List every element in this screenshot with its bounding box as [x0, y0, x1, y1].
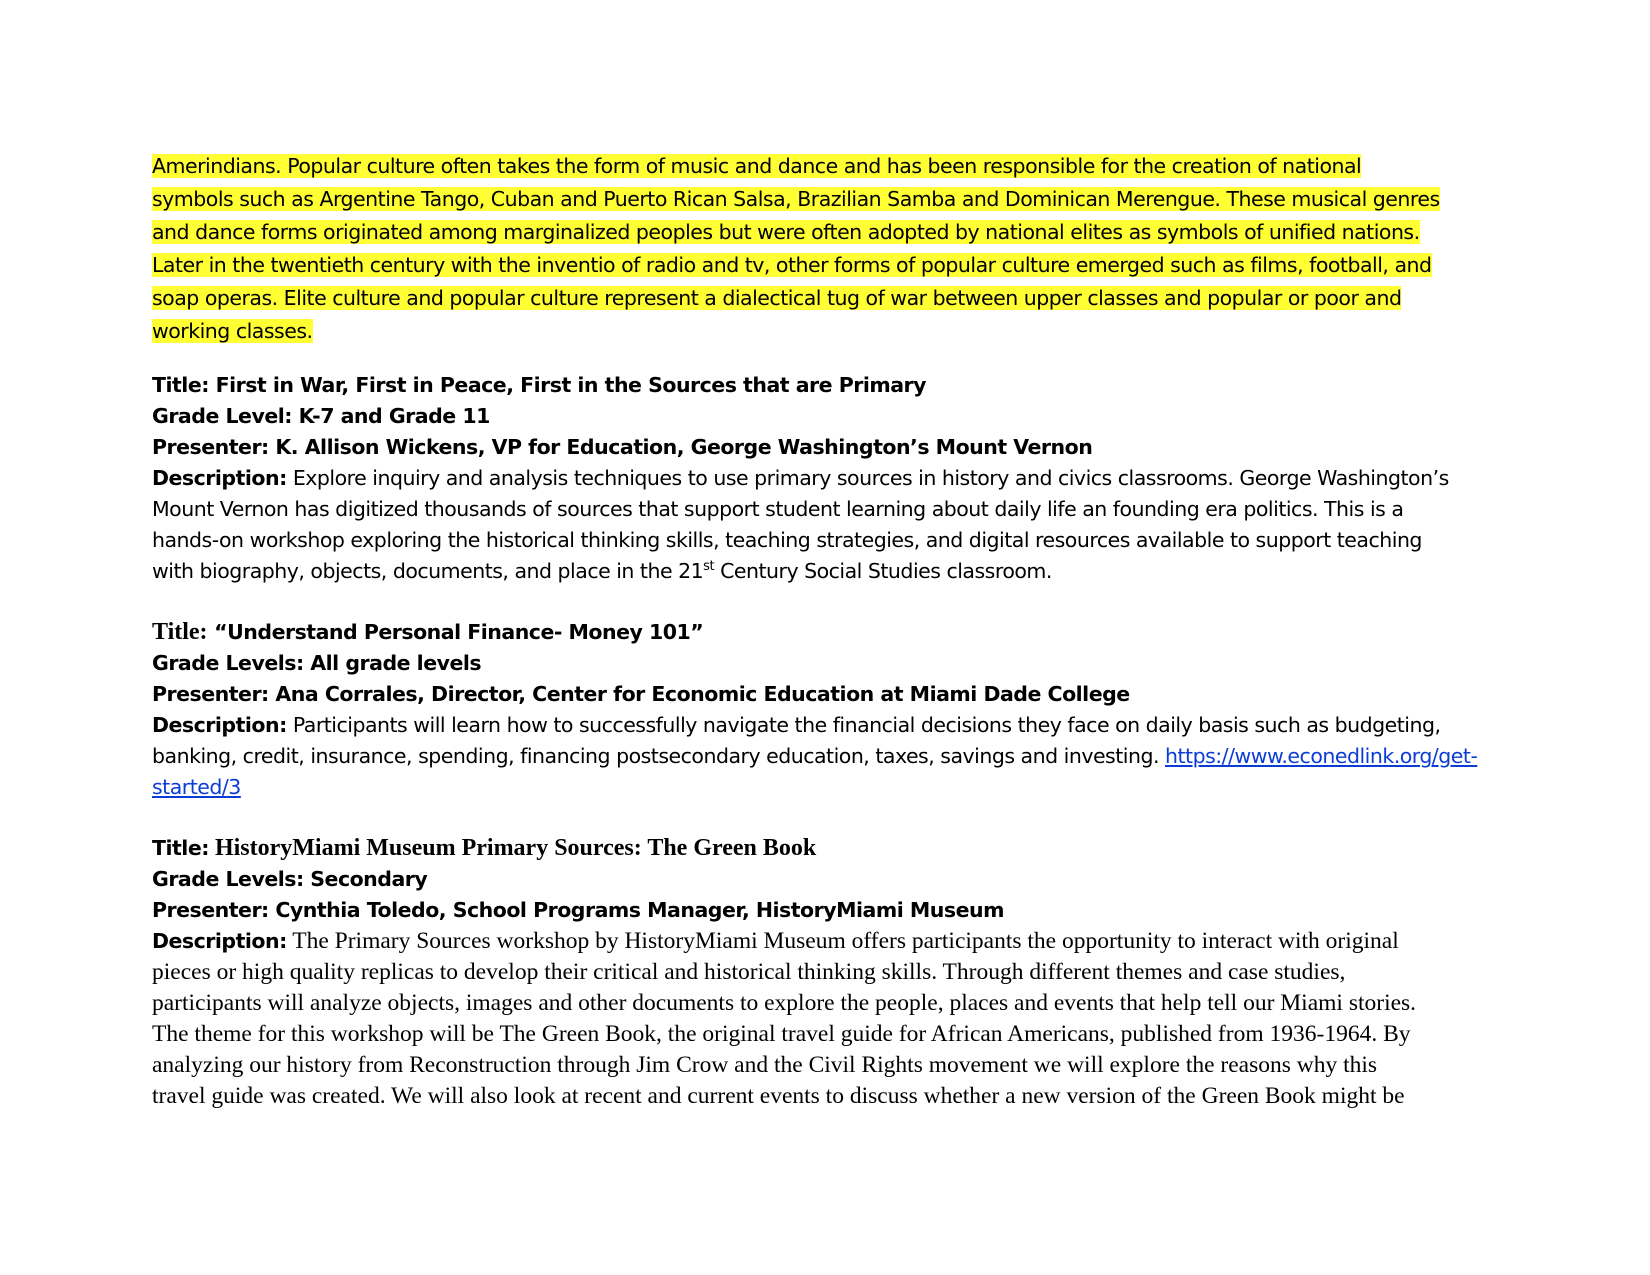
session-title: Title: “Understand Personal Finance- Money 101”	[152, 619, 704, 645]
session-description: Description: The Primary Sources workshop by HistoryMiami Museum offers participants the opportunity to interact with original pieces or high quality replicas to develop their critical and historical thinking skills. Through different themes and case studies, participants will analyze objects, images and other documents to explore the people, places and events that help tell our Miami stories. The theme for this workshop will be The Green Book, the original travel guide for African Americans, published from 1936-1964. By analyzing our history from Reconstruction through Jim Crow and the Civil Rights movement we will explore the reasons why this travel guide was created. We will also look at recent and current events to discuss whether a new version of the Green Book might be	[152, 928, 1417, 1109]
econedlink-link-continued[interactable]: started/3	[152, 775, 241, 799]
highlighted-paragraph	[152, 150, 1522, 348]
page-content	[152, 150, 1522, 1112]
session-grade-level: Grade Level: K-7 and Grade 11	[152, 404, 490, 428]
highlighted-line: working classes.	[152, 319, 313, 343]
session-grade-level: Grade Levels: All grade levels	[152, 651, 482, 675]
highlighted-line: soap operas. Elite culture and popular culture represent a dialectical tug of war between upper classes and popular or poor and	[152, 286, 1402, 310]
econedlink-link[interactable]: https://www.econedlink.org/get-	[1165, 744, 1478, 768]
session-title: Title: First in War, First in Peace, First in the Sources that are Primary	[152, 373, 927, 397]
session-presenter: Presenter: K. Allison Wickens, VP for Education, George Washington’s Mount Vernon	[152, 435, 1093, 459]
description-label: Description:	[152, 929, 287, 953]
session-description: Description: Explore inquiry and analysis techniques to use primary sources in history and civics classrooms. George Washington’s Mount Vernon has digitized thousands of sources that support student learning about daily life an founding era politics. This is a hands-on workshop exploring the historical thinking skills, teaching strategies, and digital resources available to support teaching with biography, objects, documents, and place in the 21st Century Social Studies classroom.	[152, 466, 1449, 583]
session-first-in-war	[152, 370, 1522, 587]
highlighted-line: Amerindians. Popular culture often takes the form of music and dance and has been responsible for the creation of national	[152, 154, 1362, 178]
highlighted-line: and dance forms originated among marginalized peoples but were often adopted by national elites as symbols of unified nations.	[152, 220, 1420, 244]
session-presenter: Presenter: Cynthia Toledo, School Programs Manager, HistoryMiami Museum	[152, 898, 1004, 922]
session-description: Description: Participants will learn how to successfully navigate the financial decisions they face on daily basis such as budgeting, banking, credit, insurance, spending, financing postsecondary education, taxes, savings and investing. https://www.econedlink.org/get- started/3	[152, 713, 1478, 799]
session-title: Title: HistoryMiami Museum Primary Sources: The Green Book	[152, 835, 817, 861]
highlighted-line: symbols such as Argentine Tango, Cuban and Puerto Rican Salsa, Brazilian Samba and Dominican Merengue. These musical genres	[152, 187, 1440, 211]
session-green-book	[152, 833, 1522, 1112]
description-label: Description:	[152, 466, 287, 490]
session-grade-level: Grade Levels: Secondary	[152, 867, 428, 891]
session-personal-finance	[152, 617, 1522, 803]
session-presenter: Presenter: Ana Corrales, Director, Center for Economic Education at Miami Dade College	[152, 682, 1130, 706]
highlighted-line: Later in the twentieth century with the inventio of radio and tv, other forms of popular culture emerged such as films, football, and	[152, 253, 1432, 277]
description-label: Description:	[152, 713, 287, 737]
